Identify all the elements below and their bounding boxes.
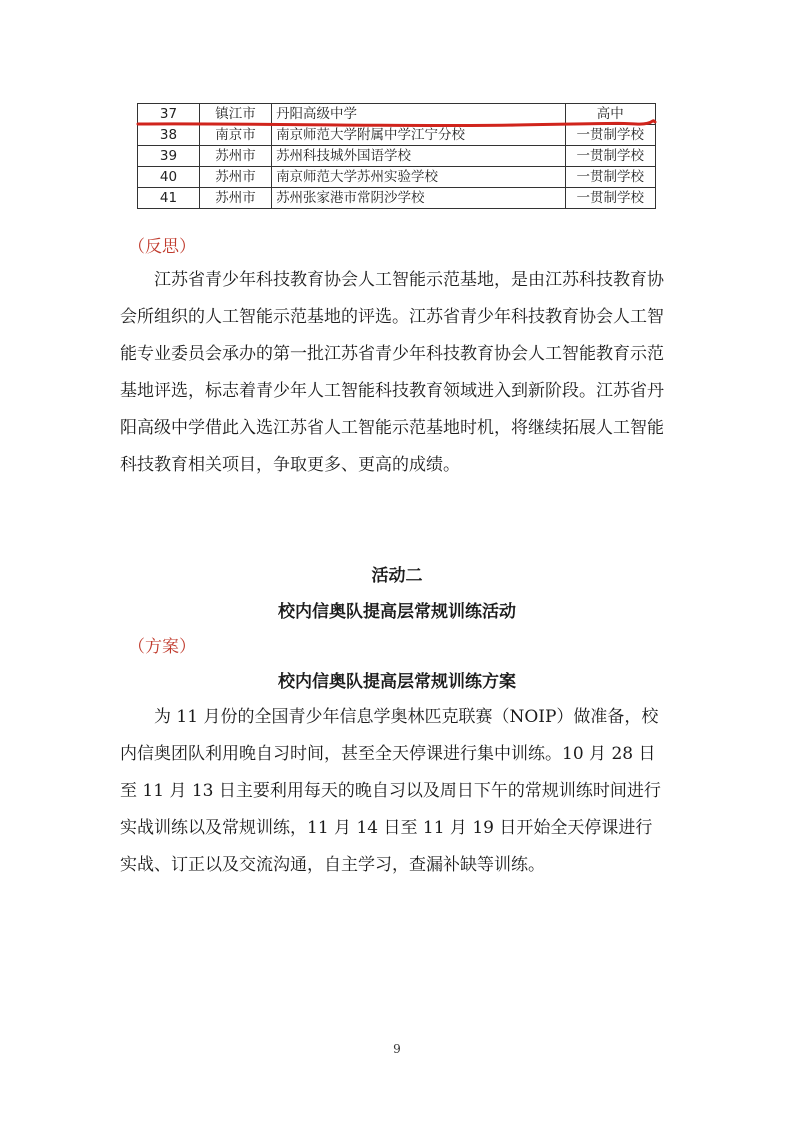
page-number: 9	[393, 1042, 401, 1056]
table-cell: 苏州市	[199, 146, 271, 167]
table-cell: 苏州市	[199, 188, 271, 209]
table-cell: 丹阳高级中学	[272, 104, 566, 125]
red-underline-stroke	[138, 121, 655, 126]
table-row	[138, 188, 656, 209]
table-cell: 一贯制学校	[565, 146, 655, 167]
table-cell: 一贯制学校	[565, 188, 655, 209]
table-cell: 37	[138, 104, 200, 125]
table-cell: 高中	[565, 104, 655, 125]
table-cell: 南京市	[199, 125, 271, 146]
table-row	[138, 146, 656, 167]
reflection-paragraph	[120, 262, 668, 484]
table-cell: 39	[138, 146, 200, 167]
plan-paragraph	[120, 699, 668, 884]
reflection-label: （反思）	[128, 237, 196, 257]
red-highlight-underline	[136, 110, 658, 130]
activity-title: 活动二	[371, 566, 423, 586]
table-cell: 苏州张家港市常阴沙学校	[272, 188, 566, 209]
table-cell: 40	[138, 167, 200, 188]
table-cell: 一贯制学校	[565, 167, 655, 188]
table-cell: 38	[138, 125, 200, 146]
table-cell: 苏州科技城外国语学校	[272, 146, 566, 167]
table-cell: 苏州市	[199, 167, 271, 188]
reflection-text: 江苏省青少年科技教育协会人工智能示范基地，是由江苏科技教育协会所组织的人工智能示范基地的评选。江苏省青少年科技教育协会人工智能专业委员会承办的第一批江苏省青少年科技教育协会人工智能教育示范基地评选，标志着青少年人工智能科技教育领域进入到新阶段。江苏省丹阳高级中学借此入选江苏省人工智能示范基地时机，将继续拓展人工智能科技教育相关项目，争取更多、更高的成绩。	[120, 270, 664, 475]
table-cell: 镇江市	[199, 104, 271, 125]
table-cell: 南京师范大学苏州实验学校	[272, 167, 566, 188]
table-cell: 41	[138, 188, 200, 209]
table-row	[138, 167, 656, 188]
plan-title: 校内信奥队提高层常规训练方案	[278, 672, 516, 692]
activity-subtitle: 校内信奥队提高层常规训练活动	[278, 602, 516, 622]
table-cell: 南京师范大学附属中学江宁分校	[272, 125, 566, 146]
plan-label: （方案）	[128, 637, 196, 657]
plan-text: 为 11 月份的全国青少年信息学奥林匹克联赛（NOIP）做准备，校内信奥团队利用晚自习时间，甚至全天停课进行集中训练。10 月 28 日至 11 月 13 日主要利用每天的晚自习以及周日下午的常规训练时间进行实战训练以及常规训练，11 月 14 日至 11 月 19 日开始全天停课进行实战、订正以及交流沟通，自主学习，查漏补缺等训练。	[120, 707, 661, 875]
table-cell: 一贯制学校	[565, 125, 655, 146]
